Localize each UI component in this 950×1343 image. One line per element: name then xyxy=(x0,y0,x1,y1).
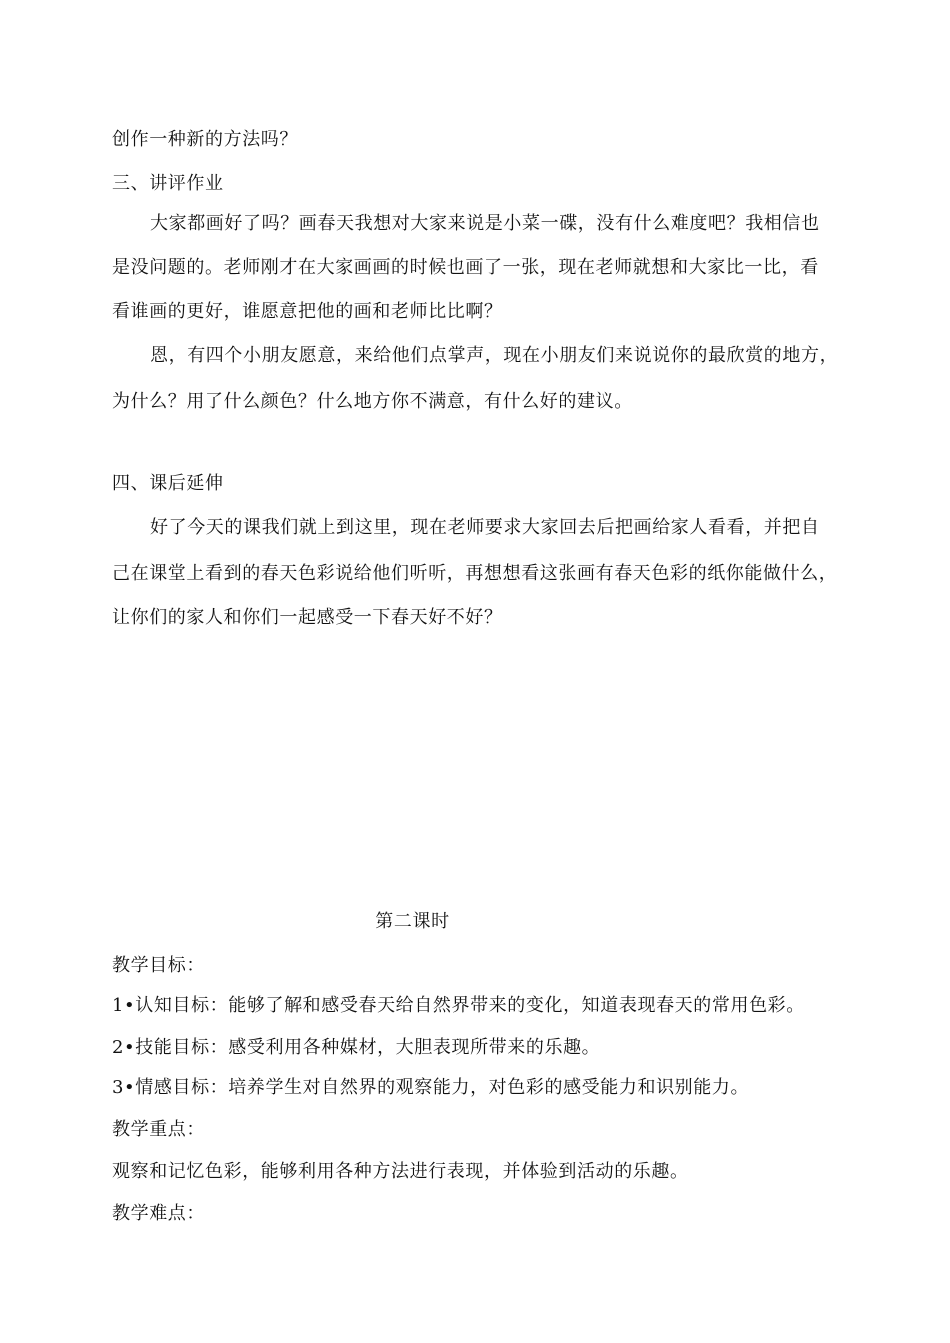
paragraph-line: 己在课堂上看到的春天色彩说给他们听听，再想想看这张画有春天色彩的纸你能做什么， xyxy=(112,563,838,584)
paragraph-line: 让你们的家人和你们一起感受一下春天好不好？ xyxy=(112,607,503,628)
continuation-line: 创作一种新的方法吗？ xyxy=(112,129,298,150)
section-heading-4: 四、课后延伸 xyxy=(112,473,224,494)
paragraph-line: 是没问题的。老师刚才在大家画画的时候也画了一张，现在老师就想和大家比一比，看 xyxy=(112,257,819,278)
goal-item: 2•技能目标：感受利用各种媒材，大胆表现所带来的乐趣。 xyxy=(112,1037,601,1058)
paragraph-line: 好了今天的课我们就上到这里，现在老师要求大家回去后把画给家人看看，并把自 xyxy=(150,517,820,538)
paragraph-line: 恩，有四个小朋友愿意，来给他们点掌声，现在小朋友们来说说你的最欣赏的地方， xyxy=(150,345,839,366)
paragraph-line: 大家都画好了吗？画春天我想对大家来说是小菜一碟，没有什么难度吧？我相信也 xyxy=(150,213,820,234)
goal-item: 3•情感目标：培养学生对自然界的观察能力，对色彩的感受能力和识别能力。 xyxy=(112,1077,750,1098)
paragraph-line: 为什么？用了什么颜色？什么地方你不满意，有什么好的建议。 xyxy=(112,391,633,412)
key-points-heading: 教学重点： xyxy=(112,1119,205,1140)
key-points-text: 观察和记忆色彩，能够利用各种方法进行表现，并体验到活动的乐趣。 xyxy=(112,1161,689,1182)
difficulties-heading: 教学难点： xyxy=(112,1203,205,1224)
lesson-title: 第二课时 xyxy=(375,911,450,932)
goals-heading: 教学目标： xyxy=(112,955,205,976)
section-heading-3: 三、讲评作业 xyxy=(112,173,224,194)
goal-item: 1•认知目标：能够了解和感受春天给自然界带来的变化，知道表现春天的常用色彩。 xyxy=(112,995,805,1016)
paragraph-line: 看谁画的更好，谁愿意把他的画和老师比比啊？ xyxy=(112,301,503,322)
